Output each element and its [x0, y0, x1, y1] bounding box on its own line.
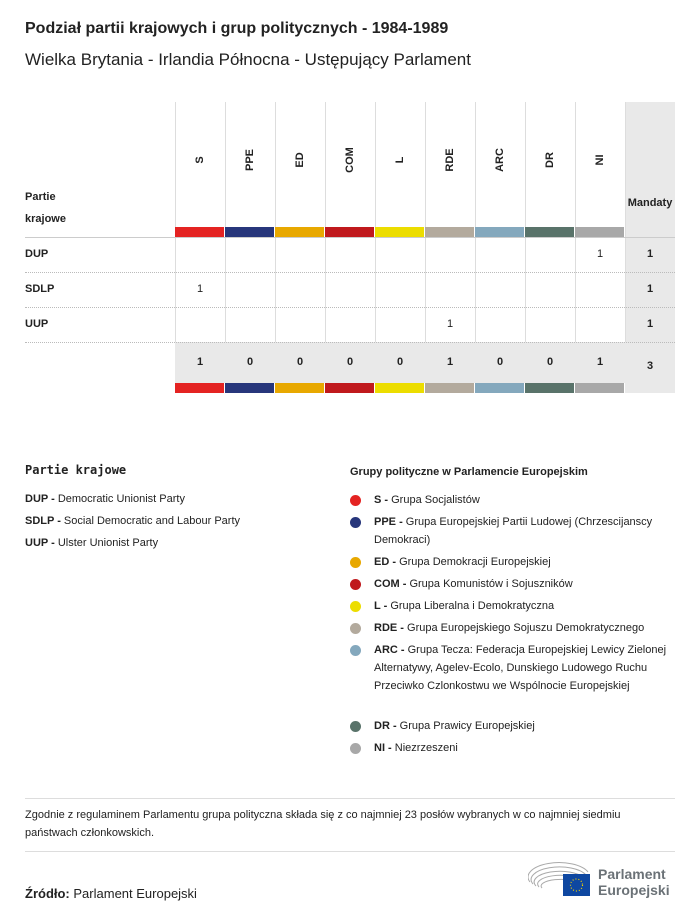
legend-name: Grupa Europejskiej Partii Ludowej (Chrzescijanscy Demokraci) — [374, 516, 653, 546]
group-color-dot — [350, 623, 361, 634]
group-color-bar — [575, 383, 624, 393]
group-color-bar — [325, 383, 374, 393]
source — [25, 886, 197, 901]
group-legend-item — [374, 739, 679, 757]
row-divider — [25, 342, 675, 343]
column-header — [575, 102, 625, 227]
legend-name: Grupa Liberalna i Demokratyczna — [390, 600, 555, 612]
legend-name: Democratic Unionist Party — [57, 493, 185, 505]
group-color-bar — [425, 227, 474, 237]
row-total: 1 — [646, 318, 654, 330]
group-code: PPE — [244, 148, 256, 172]
total-cell: 1 — [446, 356, 454, 368]
page-title: Podział partii krajowych i grup politycznych - 1984-1989 — [25, 20, 449, 37]
group-legend-item — [374, 553, 679, 571]
total-cell: 0 — [546, 356, 554, 368]
seat-cell: 1 — [596, 248, 604, 260]
row-total: 1 — [646, 283, 654, 295]
legend-code: SDLP - — [25, 515, 61, 527]
group-color-dot — [350, 557, 361, 568]
group-color-bar — [575, 227, 624, 237]
group-code: ED — [294, 152, 306, 168]
legend-name: Grupa Europejskiego Sojuszu Demokratycznego — [407, 622, 645, 634]
group-legend-item — [374, 619, 679, 637]
group-color-bar — [275, 227, 324, 237]
hemicycle-icon — [528, 860, 590, 898]
group-code: COM — [344, 147, 356, 173]
national-legend-item — [25, 537, 158, 549]
total-cell: 0 — [296, 356, 304, 368]
page-subtitle: Wielka Brytania - Irlandia Północna - Ustępujący Parlament — [25, 50, 471, 69]
group-legend-item — [374, 717, 679, 735]
column-header — [375, 102, 425, 227]
group-color-dot — [350, 579, 361, 590]
group-code: RDE — [444, 148, 456, 172]
column-header — [425, 102, 475, 227]
group-code: NI — [594, 154, 606, 166]
seat-cell: 1 — [196, 283, 204, 295]
group-color-bar — [375, 383, 424, 393]
group-color-dot — [350, 743, 361, 754]
legend-code: ED - — [374, 556, 396, 568]
logo-text: Parlament Europejski — [598, 866, 670, 898]
column-header — [525, 102, 575, 227]
source-value: Parlament Europejski — [73, 886, 197, 901]
row-divider — [25, 272, 675, 273]
group-color-bar — [175, 383, 224, 393]
group-color-bar — [525, 383, 574, 393]
group-code: L — [394, 156, 406, 164]
national-legend-item — [25, 493, 185, 505]
legend-code: PPE - — [374, 516, 403, 528]
legend-code: L - — [374, 600, 388, 612]
group-legend-item — [374, 641, 679, 695]
group-code: ARC — [494, 148, 506, 172]
divider — [25, 798, 675, 799]
group-legend-item — [374, 513, 679, 549]
column-header — [325, 102, 375, 227]
group-color-bar — [225, 383, 274, 393]
group-color-dot — [350, 495, 361, 506]
note: Zgodnie z regulaminem Parlamentu grupa polityczna składa się z co najmniej 23 posłów wybranych w co najmniej siedmiu państwach członkowskich. — [25, 809, 621, 839]
group-color-dot — [350, 601, 361, 612]
group-color-dot — [350, 517, 361, 528]
legend-name: Grupa Demokracji Europejskiej — [399, 556, 551, 568]
group-color-bar — [525, 227, 574, 237]
ep-logo — [528, 860, 678, 900]
seat-cell: 1 — [446, 318, 454, 330]
group-color-bar — [325, 227, 374, 237]
legend-name: Social Democratic and Labour Party — [63, 515, 241, 527]
row-divider — [25, 307, 675, 308]
source-label: Źródło: — [25, 886, 70, 901]
legend-code: UUP - — [25, 537, 55, 549]
total-cell: 1 — [596, 356, 604, 368]
legend-name: Grupa Socjalistów — [391, 494, 480, 506]
legend-name: Grupa Tecza: Federacja Europejskiej Lewicy Zielonej Alternatywy, Agelev-Ecolo, Dunskiego Ludowego Ruchu Przeciwko Czlonkostwu we Wspólnocie Europejskiej — [374, 644, 667, 692]
total-cell: 0 — [396, 356, 404, 368]
group-color-bar — [425, 383, 474, 393]
legend-name: Niezrzeszeni — [394, 742, 458, 754]
group-color-bar — [475, 383, 524, 393]
mandates-header: Mandaty — [627, 197, 673, 209]
total-cell: 0 — [346, 356, 354, 368]
group-code: DR — [544, 152, 556, 168]
legend-code: ARC - — [374, 644, 405, 656]
group-color-bar — [475, 227, 524, 237]
legend-code: RDE - — [374, 622, 404, 634]
column-header — [475, 102, 525, 227]
group-color-dot — [350, 645, 361, 656]
divider — [25, 851, 675, 852]
legend-code: COM - — [374, 578, 407, 590]
party-code: DUP — [25, 248, 49, 260]
total-cell: 0 — [496, 356, 504, 368]
group-legend-item — [374, 597, 679, 615]
groups-legend-title: Grupy polityczne w Parlamencie Europejskim — [350, 466, 588, 478]
legend-code: DR - — [374, 720, 397, 732]
total-cell: 1 — [196, 356, 204, 368]
group-color-dot — [350, 721, 361, 732]
group-color-bar — [225, 227, 274, 237]
group-color-bar — [175, 227, 224, 237]
party-code: UUP — [25, 318, 49, 330]
row-total: 1 — [646, 248, 654, 260]
group-color-bar — [375, 227, 424, 237]
legend-code: S - — [374, 494, 389, 506]
national-legend-title: Partie krajowe — [25, 463, 127, 477]
column-header — [225, 102, 275, 227]
row-header: Partie krajowe — [25, 191, 66, 225]
legend-name: Grupa Prawicy Europejskiej — [399, 720, 535, 732]
header-divider — [25, 237, 675, 238]
party-code: SDLP — [25, 283, 55, 295]
group-code: S — [194, 156, 206, 164]
group-color-bar — [275, 383, 324, 393]
group-legend-item — [374, 491, 679, 509]
group-legend-item — [374, 575, 679, 593]
legend-code: NI - — [374, 742, 392, 754]
national-legend-item — [25, 515, 240, 527]
legend-name: Ulster Unionist Party — [57, 537, 159, 549]
column-header — [175, 102, 225, 227]
legend-code: DUP - — [25, 493, 55, 505]
legend-name: Grupa Komunistów i Sojuszników — [409, 578, 573, 590]
column-header — [275, 102, 325, 227]
column-divider — [625, 102, 626, 342]
grand-total: 3 — [646, 360, 654, 372]
total-cell: 0 — [246, 356, 254, 368]
